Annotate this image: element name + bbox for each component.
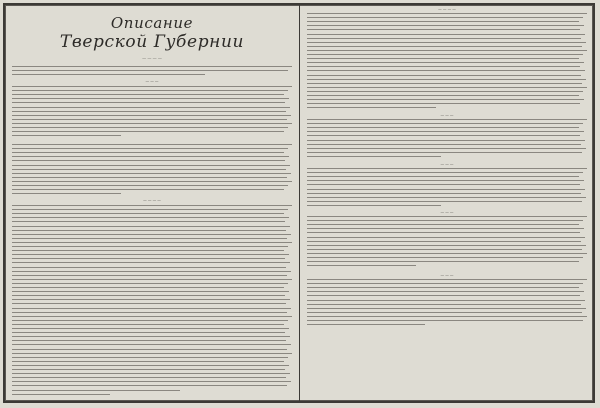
text-line [12,250,284,251]
text-line [307,95,579,96]
text-line [12,275,287,276]
text-line [12,332,285,333]
text-line [307,42,586,43]
text-line [307,70,585,71]
text-line [12,299,290,300]
text-line [307,265,416,266]
text-line [12,394,110,395]
text-line [307,123,583,124]
text-line [307,140,585,141]
text-line [12,156,289,157]
text-line [307,156,441,157]
text-line [12,385,287,386]
text-line [307,224,579,225]
text-line [307,58,579,59]
text-line [12,258,285,259]
text-line [12,123,292,124]
text-line [12,94,284,95]
right-heading-1: — — — — [438,7,456,11]
text-line [307,54,583,55]
text-line [307,279,587,280]
text-line [12,111,286,112]
text-line [12,267,286,268]
text-line [307,237,585,238]
text-line [307,304,581,305]
text-line [12,131,284,132]
text-line [307,38,581,39]
text-line [307,324,425,325]
text-line [307,62,584,63]
right-heading-4: — — — [440,210,454,214]
text-line [12,254,289,255]
text-line [12,336,290,337]
text-line [307,29,580,30]
text-line [307,25,584,26]
text-line [307,103,580,104]
text-line [12,238,287,239]
text-line [12,226,290,227]
document-title-line1: Описание [110,14,194,32]
text-line [12,381,291,382]
text-line [12,177,287,178]
text-line [307,283,583,284]
text-line [12,173,291,174]
text-line [12,209,288,210]
text-line [12,119,287,120]
text-line [307,249,582,250]
text-line [307,75,581,76]
text-line [307,79,586,80]
text-line [307,87,587,88]
text-line [12,287,284,288]
text-line [12,320,288,321]
text-line [307,308,586,309]
text-line [307,176,579,177]
text-line [12,144,292,145]
right-heading-3: — — — [440,162,454,166]
text-line [12,303,286,304]
text-line [12,369,285,370]
text-line [12,283,288,284]
text-line [12,115,291,116]
text-line [12,127,288,128]
text-line [307,228,584,229]
text-line [307,197,586,198]
text-line [12,390,180,391]
text-line [307,46,582,47]
text-line [307,83,582,84]
text-line [12,262,290,263]
text-line [307,257,583,258]
text-line [307,291,584,292]
text-line [307,50,587,51]
text-line [12,169,286,170]
text-line [307,184,580,185]
text-line [307,119,587,120]
text-line [12,213,284,214]
text-line [307,205,441,206]
text-line [307,232,580,233]
text-line [12,70,288,71]
text-line [307,316,587,317]
text-line [12,185,288,186]
text-line [12,295,285,296]
text-line [12,365,289,366]
text-line [307,152,582,153]
text-line [12,246,288,247]
text-line [307,131,584,132]
right-heading-5: — — — [440,273,454,277]
text-line [307,127,579,128]
document-title-line2: Тверской Губернии [59,32,245,52]
text-line [307,66,580,67]
text-line [12,107,290,108]
text-line [12,324,284,325]
text-line [307,295,580,296]
text-line [12,357,288,358]
text-line [12,193,121,194]
text-line [12,340,286,341]
text-line [12,221,285,222]
text-line [307,216,587,217]
text-line [307,300,585,301]
text-line [307,34,585,35]
text-line [307,91,583,92]
text-line [12,242,292,243]
text-line [307,287,579,288]
text-line [12,271,291,272]
text-line [307,261,579,262]
text-line [307,148,586,149]
text-line [12,373,290,374]
text-line [307,193,581,194]
text-line [307,312,582,313]
text-line [12,98,289,99]
text-line [12,86,292,87]
text-line [307,180,584,181]
text-line [12,312,287,313]
text-line [12,160,285,161]
text-line [307,241,581,242]
text-line [12,74,205,75]
text-line [307,201,582,202]
text-line [12,135,121,136]
text-line [307,17,583,18]
text-line [12,316,292,317]
text-line [12,90,288,91]
text-line [12,308,291,309]
text-line [307,135,580,136]
text-line [12,66,292,67]
text-line [307,99,584,100]
text-line [12,291,289,292]
text-line [12,230,286,231]
text-line [12,353,292,354]
text-line [307,189,585,190]
text-line [12,361,284,362]
text-line [12,217,289,218]
document-subtitle: — — — — [142,55,162,60]
text-line [307,245,586,246]
text-line [12,102,285,103]
text-line [307,172,583,173]
text-line [12,152,284,153]
text-line [12,344,291,345]
right-heading-2: — — — [440,113,454,117]
left-heading-1: — — — [145,79,159,83]
text-line [307,13,587,14]
text-line [12,205,292,206]
text-line [12,377,286,378]
text-line [12,234,291,235]
text-line [12,165,290,166]
text-line [307,168,587,169]
text-line [307,144,581,145]
text-line [307,21,579,22]
text-line [12,349,287,350]
text-line [12,148,288,149]
column-divider [299,5,300,401]
text-line [12,279,292,280]
text-line [307,220,583,221]
left-heading-2: — — — — [143,198,161,202]
text-line [12,328,289,329]
text-line [307,320,583,321]
text-line [12,181,292,182]
text-line [12,189,284,190]
text-line [307,253,587,254]
text-line [307,107,436,108]
